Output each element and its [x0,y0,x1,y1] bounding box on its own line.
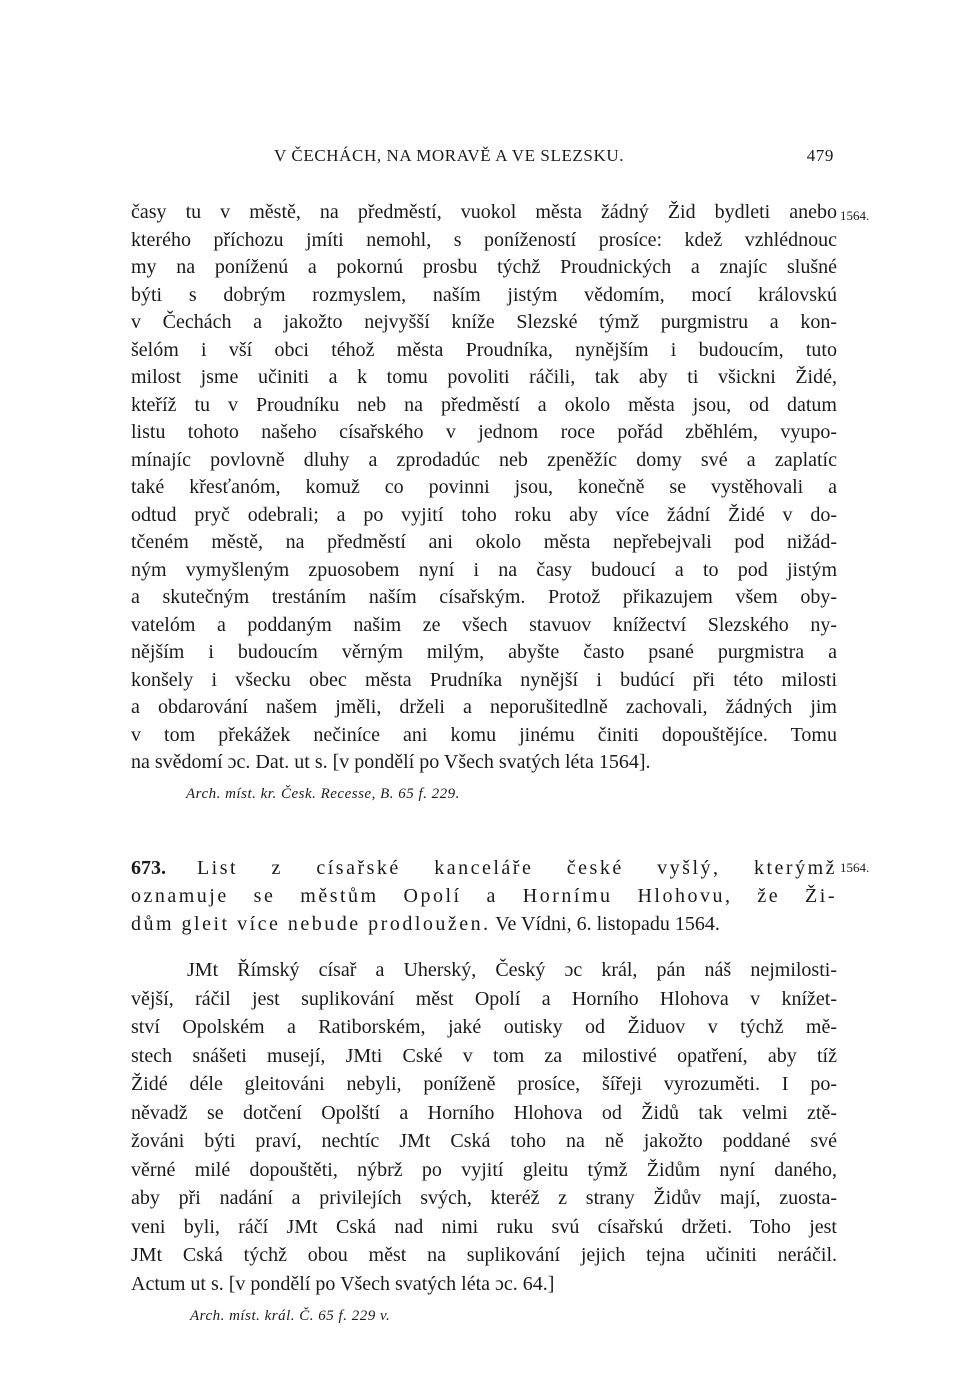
text-line: veni byli, ráčí JMt Cská nad nimi ruku svú císařskú držeti. Toho jest [131,1215,837,1238]
header-title: V ČECHÁCH, NA MORAVĚ A VE SLEZSKU. [274,146,625,165]
text-line: JMt Římský císař a Uherský, Český ɔc král, pán náš nejmilosti- [187,959,837,981]
text-line: v Čechách a jakožto nejvyšší kníže Slezské týmž purgmistru a kon- [131,311,837,333]
text-line: Židé déle gleitováni nebyli, poníženě prosíce, šířeji vyrozuměti. I po- [131,1073,837,1095]
text-line: ství Opolském a Ratiborském, jaké outisky od Židuov v týchž mě- [131,1016,837,1038]
text-line: žováni býti praví, nechtíc JMt Cská toho na ně jakožto poddané své [131,1130,837,1152]
text-line: mínajíc povlovně dluhy a zprodadúc neb zpeněžíc domy své a zaplatíc [131,448,837,471]
text-line: milost jsme učiniti a k tomu povoliti ráčili, tak aby ti všickni Židé, [131,366,837,388]
archive-citation: Arch. míst. král. Č. 65 f. 229 v. [190,1308,391,1324]
text-line: kteříž tu v Proudníku neb na předměstí a okolo města jsou, od datum [131,393,837,416]
text-line: kterého příchozu jmíti nemohl, s ponížeností prosíce: kdež vzhlédnouc [131,228,837,251]
text-line: stech snášeti musejí, JMti Cské v tom za milostivé opatření, aby tíž [131,1044,837,1067]
text-line: časy tu v městě, na předměstí, vuokol města žádný Žid bydleti anebo [131,201,837,223]
text-line: tčeném městě, na předměstí ani okolo města nepřebejvali pod nižád- [131,531,837,553]
text-line: listu tohoto našeho císařského v jednom roce pořád zběhlém, vyupo- [131,421,837,443]
text-line: JMt Cská týchž obou měst na suplikování jejich tejna učiniti neráčil. [131,1244,837,1266]
text-line: také křesťanóm, komuž co povinni jsou, konečně se vystěhovali a [131,476,837,498]
archive-citation: Arch. míst. kr. Česk. Recesse, B. 65 f. 229. [186,786,460,802]
text-line: ným vymyšleným zpuosobem nyní i na časy budoucí a to pod jistým [131,558,837,581]
text-line: na svědomí ɔc. Dat. ut s. [v pondělí po Všech svatých léta 1564]. [131,751,651,773]
heading-text: dům gleit více nebude prodloužen. [131,913,491,935]
document-heading-line [131,910,837,938]
text-line: býti s dobrým rozmyslem, naším jistým vědomím, mocí královskú [131,283,837,306]
document-heading-line [131,854,837,882]
text-line: nějším i budoucím věrným milým, abyšte často psané purgmistra a [131,641,837,663]
heading-text: List z císařské kanceláře české vyšlý, kterýmž [196,857,838,879]
text-line: šelóm i vší obci téhož města Proudníka, nynějším i budoucím, tuto [131,338,837,361]
text-line: a obdarování našem jměli, drželi a neporušitedlně zachovali, žádných jim [131,696,837,718]
text-line: věrné milé dopouštěti, nýbrž po vyjití gleitu týmž Židům nyní daného, [131,1158,837,1181]
heading-date: Ve Vídni, 6. listopadu 1564. [495,913,720,935]
margin-date: 1564. [840,860,870,875]
text-line: konšely i všecku obec města Prudníka nynější i budúcí při této milosti [131,668,837,691]
document-heading-line [131,882,837,910]
text-line: a skutečným trestáním naším císařským. Protož přikazujem všem oby- [131,586,837,608]
heading-text: oznamuje se městům Opolí a Hornímu Hlohovu, že Ži- [131,885,837,907]
text-line: něvadž se dotčení Opolští a Horního Hlohova od Židů tak velmi ztě- [131,1101,837,1124]
text-line: v tom překážek nečiníce ani komu jinému činiti dopouštějíce. Tomu [131,723,837,746]
document-number: 673. [131,857,166,879]
text-line: aby při nadání a privilejích svých, kteréž z strany Židův mají, zuosta- [131,1187,837,1209]
margin-date: 1564. [840,208,870,223]
text-line: Actum ut s. [v pondělí po Všech svatých léta ɔc. 64.] [131,1272,555,1295]
text-line: my na poníženú a pokornú prosbu týchž Proudnických a znajíc slušné [131,256,837,278]
text-line: odtud pryč odebrali; a po vyjití toho roku aby více žádní Židé v do- [131,503,837,526]
text-line: vatelóm a poddaným našim ze všech stavuov knížectví Slezského ny- [131,613,837,636]
text-line: vější, ráčil jest suplikování měst Opolí a Horního Hlohova v knížet- [131,987,837,1010]
page-number: 479 [806,146,834,165]
